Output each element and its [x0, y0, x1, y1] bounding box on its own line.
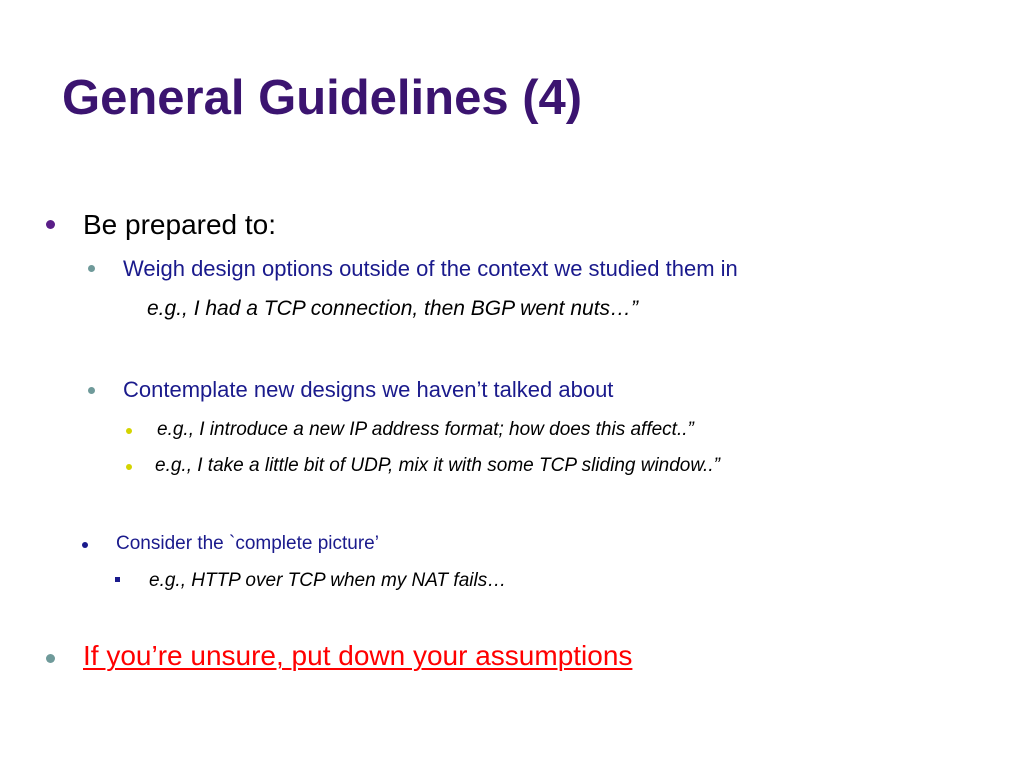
- sub-bullet-dot-icon: [88, 265, 95, 272]
- sub-bullet-weigh-design: Weigh design options outside of the context we studied them in: [123, 256, 738, 281]
- bullet-be-prepared: Be prepared to:: [83, 209, 277, 240]
- bullet-assumptions: If you’re unsure, put down your assumptions: [83, 640, 633, 671]
- sub-sub-bullet-dot-icon: [126, 428, 132, 434]
- bullet-dot-icon: [46, 654, 55, 663]
- example-ip-address: e.g., I introduce a new IP address format; how does this affect..”: [157, 419, 694, 440]
- sub-bullet-dot-icon: [88, 387, 95, 394]
- sub-sub-bullet-dot-icon: [126, 464, 132, 470]
- bullet-consider-picture: Consider the `complete picture’: [116, 533, 379, 554]
- sub-bullet-contemplate: Contemplate new designs we haven’t talked about: [123, 377, 614, 402]
- example-udp-tcp: e.g., I take a little bit of UDP, mix it with some TCP sliding window..”: [155, 455, 720, 476]
- slide-title: General Guidelines (4): [62, 71, 583, 125]
- bullet-dot-icon: [46, 220, 55, 229]
- example-http-nat: e.g., HTTP over TCP when my NAT fails…: [149, 570, 507, 591]
- bullet-dot-icon: [82, 542, 88, 548]
- example-tcp-bgp: e.g., I had a TCP connection, then BGP went nuts…”: [147, 297, 639, 320]
- square-bullet-icon: [115, 577, 120, 582]
